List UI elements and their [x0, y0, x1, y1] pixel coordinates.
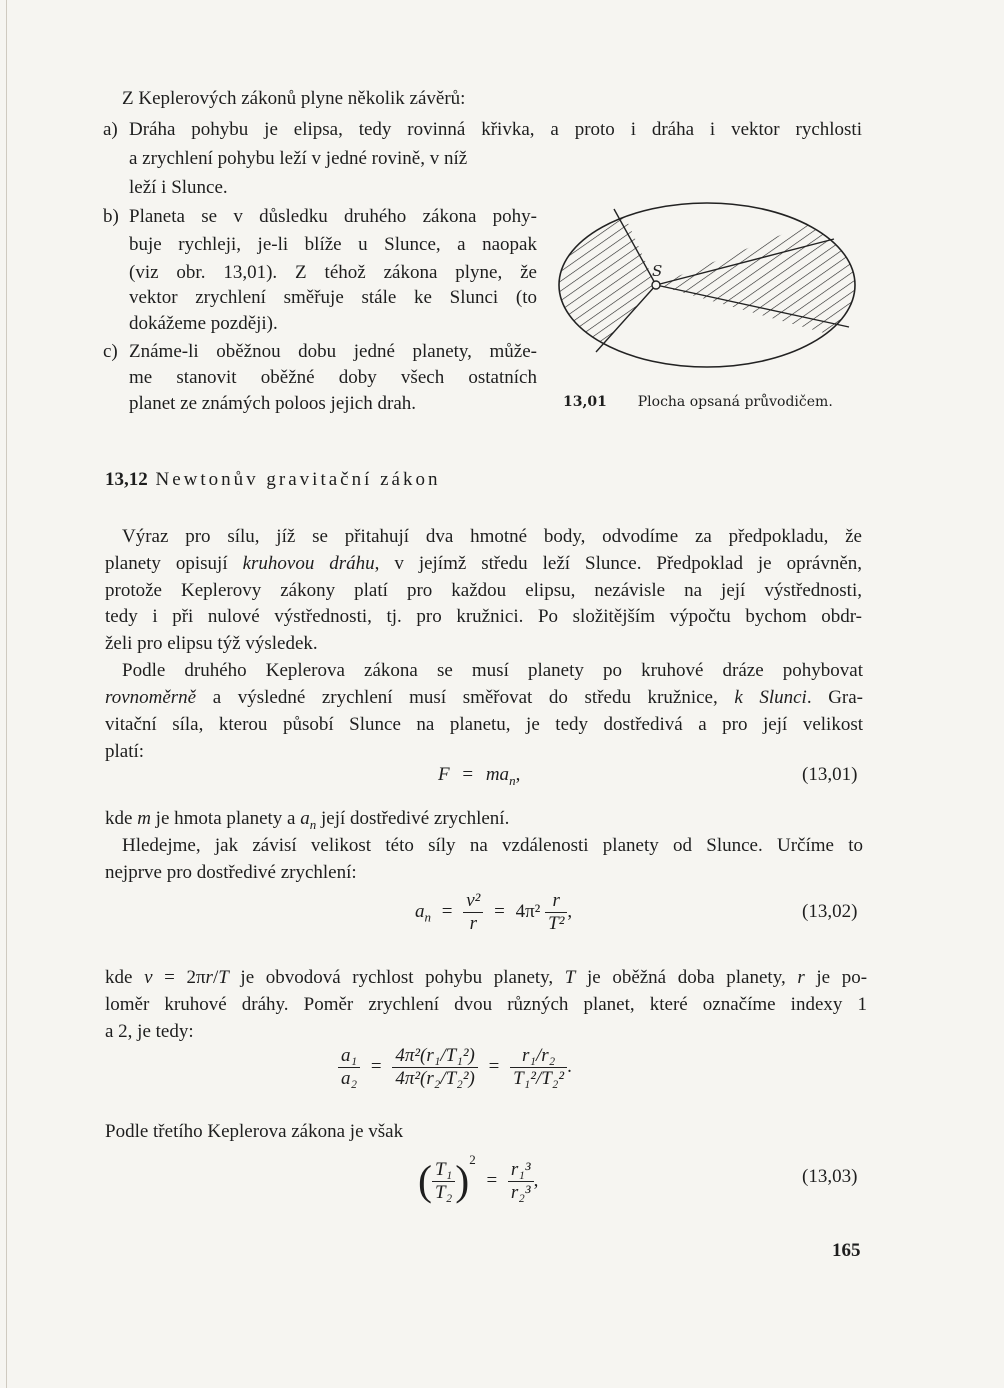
- para2-line: vitační síla, kterou působí Slunce na planetu, je tedy dostředivá a pro její velikost: [105, 714, 863, 735]
- equation-number: (13,02): [802, 901, 858, 922]
- para4-line: nejprve pro dostředivé zrychlení:: [105, 862, 357, 883]
- para3-line: kde m je hmota planety a $a_n$ její dostředivé zrychlení.: [105, 808, 510, 832]
- para2-line: rovnoměrně a výsledné zrychlení musí směřovat do středu kružnice, k Slunci. Gra-: [105, 687, 863, 708]
- para2-line: Podle druhého Keplerova zákona se musí planety po kruhové dráze pohybovat: [122, 660, 863, 681]
- item-a-label: a): [103, 119, 118, 140]
- para6-line: Podle třetího Keplerova zákona je však: [105, 1121, 404, 1142]
- para1-line: protože Keplerovy zákony platí pro každou elipsu, nezávisle na její výstřednosti,: [105, 580, 862, 601]
- equation-number: (13,03): [802, 1166, 858, 1187]
- para5-line: loměr kruhové dráhy. Poměr zrychlení dvou různých planet, které označíme indexy 1: [105, 994, 867, 1015]
- item-c-label: c): [103, 341, 118, 362]
- para1-line: tedy i při nulové výstřednosti, tj. pro kružnici. Po složitějším výpočtu bychom obdr-: [105, 606, 862, 627]
- equation-13-01: $F = ma_n$,: [438, 764, 521, 788]
- figure-ellipse-diagram: [548, 192, 866, 378]
- page-number: 165: [832, 1240, 861, 1261]
- figure-caption-text: Plocha opsaná průvodičem.: [637, 394, 833, 410]
- item-b-label: b): [103, 206, 119, 227]
- para5-line: kde v = 2πr/T je obvodová rychlost pohybu planety, T je oběžná doba planety, r je po-: [105, 967, 868, 988]
- sun-point: [652, 281, 660, 289]
- equation-acceleration-ratio: $\frac{\text{a₁}}{\text{a₂}}$ = $\frac{\text{4π²(r₁/T₁²)}}{\text{4π²(r₂/T₂²)}}$ = $\frac{\text{r₁/r₂}}{\text{T₁²/T₂²}}$ .: [338, 1045, 572, 1090]
- item-a-line3: leží i Slunce.: [129, 177, 228, 198]
- sun-label: S: [652, 262, 663, 280]
- margin-line: [6, 0, 7, 1388]
- para4-line: Hledejme, jak závisí velikost této síly na vzdálenosti planety od Slunce. Určíme to: [122, 835, 863, 856]
- para1-line: želi pro elipsu týž výsledek.: [105, 633, 318, 654]
- para2-line: platí:: [105, 741, 145, 762]
- item-b-line: Planeta se v důsledku druhého zákona pohy-: [129, 206, 537, 227]
- emphasis: kruhovou dráhu: [242, 553, 375, 574]
- item-c-line: Známe-li oběžnou dobu jedné planety, může-: [129, 341, 537, 362]
- para5-line: a 2, je tedy:: [105, 1021, 194, 1042]
- figure-caption-number: 13,01: [563, 394, 607, 410]
- intro-text: Z Keplerových zákonů plyne několik závěrů:: [122, 88, 466, 109]
- equation-number: (13,01): [802, 764, 858, 785]
- para1-line: planety opisují kruhovou dráhu, v jejímž středu leží Slunce. Předpoklad je oprávněn,: [105, 553, 863, 574]
- item-b-line: dokážeme později).: [129, 313, 278, 334]
- item-b-line: vektor zrychlení směřuje stále ke Slunci (to: [129, 287, 537, 308]
- item-c-line: me stanovit oběžné doby všech ostatních: [129, 367, 537, 388]
- item-b-line: (viz obr. 13,01). Z téhož zákona plyne, že: [129, 262, 537, 283]
- item-b-line: buje rychleji, je-li blíže u Slunce, a naopak: [129, 234, 537, 255]
- para1-line: Výraz pro sílu, jíž se přitahují dva hmotné body, odvodíme za předpokladu, že: [122, 526, 862, 547]
- item-a-line1: Dráha pohybu je elipsa, tedy rovinná křivka, a proto i dráha i vektor rychlosti: [129, 119, 862, 140]
- item-c-line: planet ze známých poloos jejich drah.: [129, 393, 417, 414]
- section-heading: [105, 469, 440, 491]
- hatched-sector-left: [548, 192, 656, 352]
- equation-13-03: ( $\frac{\text{T₁}}{\text{T₂}}$ )$^2$ = $\frac{\text{r₁³}}{\text{r₂³}}$ ,: [418, 1152, 539, 1205]
- item-a-line2: a zrychlení pohybu leží v jedné rovině, v níž: [129, 148, 468, 169]
- figure-caption: [563, 394, 833, 410]
- section-title: Newtonův gravitační zákon: [155, 469, 441, 490]
- section-number: 13,12: [105, 469, 148, 490]
- equation-13-02: $a_n$ = $\frac{\text{v²}}{r}$ = 4π² $\frac{r}{\text{T²}}$ ,: [415, 890, 573, 934]
